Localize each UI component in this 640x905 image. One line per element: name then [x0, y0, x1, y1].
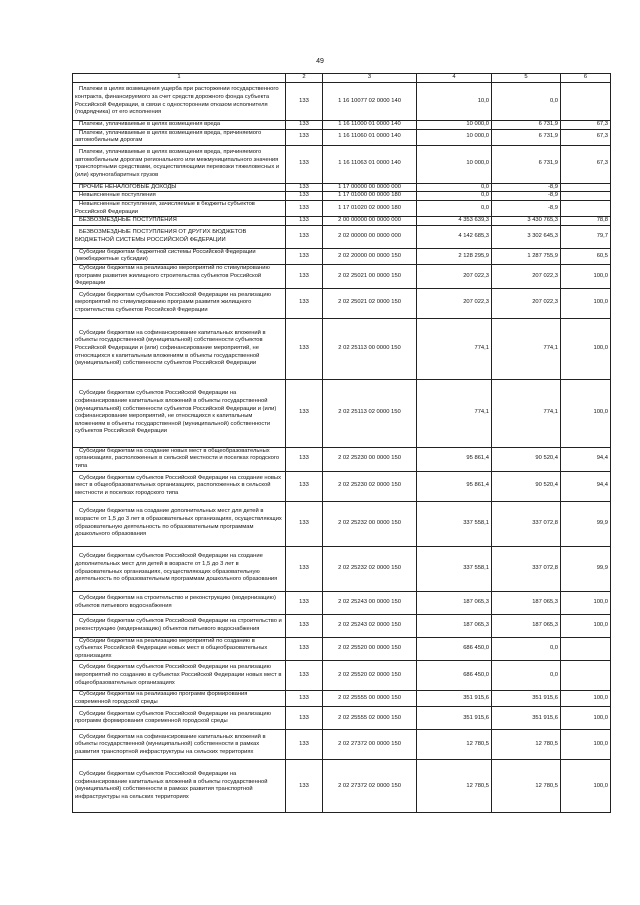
planned-amount-cell: 10 000,0 — [417, 121, 492, 130]
row-name-cell: БЕЗВОЗМЕЗДНЫЕ ПОСТУПЛЕНИЯ — [73, 217, 286, 226]
admin-code-cell: 133 — [286, 691, 323, 707]
actual-amount-cell: 3 302 645,3 — [492, 225, 561, 248]
table-row — [73, 145, 611, 183]
admin-code-cell: 133 — [286, 447, 323, 471]
revenue-table — [72, 73, 611, 813]
percent-cell: 79,7 — [561, 225, 611, 248]
budget-code-cell: 2 02 25555 02 0000 150 — [323, 707, 417, 730]
row-name-cell: Субсидии бюджетам субъектов Российской Федерации на строительство и реконструкцию (модернизацию) объектов питьевого водоснабжения — [73, 614, 286, 637]
planned-amount-cell: 351 915,6 — [417, 707, 492, 730]
actual-amount-cell: -8,9 — [492, 183, 561, 192]
percent-cell: 100,0 — [561, 730, 611, 760]
admin-code-cell: 133 — [286, 760, 323, 813]
header-cell: 6 — [561, 74, 611, 83]
percent-cell: 100,0 — [561, 707, 611, 730]
actual-amount-cell: 351 915,6 — [492, 707, 561, 730]
actual-amount-cell: 12 780,5 — [492, 730, 561, 760]
planned-amount-cell: 187 065,3 — [417, 614, 492, 637]
table-row — [73, 183, 611, 192]
budget-code-cell: 2 02 00000 00 0000 000 — [323, 225, 417, 248]
row-name-cell: Субсидии бюджетам на софинансирование капитальных вложений в объекты государственной (муниципальной) собственности в рамках развития транспортной инфраструктуры на сельских территориях — [73, 730, 286, 760]
percent-cell: 100,0 — [561, 760, 611, 813]
percent-cell: 100,0 — [561, 264, 611, 288]
actual-amount-cell: 6 731,9 — [492, 145, 561, 183]
budget-code-cell: 2 02 25243 02 0000 150 — [323, 614, 417, 637]
budget-code-cell: 1 17 01000 00 0000 180 — [323, 192, 417, 201]
row-name-cell: Субсидии бюджетам субъектов Российской Федерации на создание дополнительных мест для детей в возрасте от 1,5 до 3 лет в образовательных организациях, осуществляющих образовательную деятельность по образовательным программам дошкольного образования — [73, 546, 286, 591]
planned-amount-cell: 207 022,3 — [417, 288, 492, 318]
row-name-cell: Платежи в целях возмещения ущерба при расторжении государственного контракта, финансируемого за счет средств дорожного фонда субъекта Российской Федерации, в связи с односторонним отказом исполнителя (подрядчика) от его исполнения — [73, 83, 286, 121]
row-name-cell: Субсидии бюджетам субъектов Российской Федерации на создание новых мест в общеобразовательных организациях, расположенных в сельской местности и поселках городского типа — [73, 471, 286, 501]
row-name-cell: Субсидии бюджетам бюджетной системы Российской Федерации (межбюджетные субсидии) — [73, 248, 286, 264]
actual-amount-cell: 0,0 — [492, 661, 561, 691]
table-row — [73, 225, 611, 248]
percent-cell: 67,3 — [561, 121, 611, 130]
row-name-cell: Субсидии бюджетам на строительство и реконструкцию (модернизацию) объектов питьевого водоснабжения — [73, 591, 286, 614]
planned-amount-cell: 187 065,3 — [417, 591, 492, 614]
row-name-cell: Субсидии бюджетам субъектов Российской Федерации на реализацию мероприятий по стимулированию программ развития жилищного строительства субъектов Российской Федерации — [73, 288, 286, 318]
admin-code-cell: 133 — [286, 288, 323, 318]
table-row — [73, 318, 611, 379]
budget-code-cell: 2 02 25230 00 0000 150 — [323, 447, 417, 471]
header-cell: 1 — [73, 74, 286, 83]
budget-code-cell: 2 02 20000 00 0000 150 — [323, 248, 417, 264]
planned-amount-cell: 351 915,6 — [417, 691, 492, 707]
row-name-cell: Субсидии бюджетам на реализацию мероприятий по созданию в субъектах Российской Федерации новых мест в общеобразовательных организациях — [73, 637, 286, 661]
actual-amount-cell: 1 287 755,9 — [492, 248, 561, 264]
page-number: 49 — [316, 58, 324, 65]
admin-code-cell: 133 — [286, 546, 323, 591]
row-name-cell: Субсидии бюджетам субъектов Российской Федерации на реализацию мероприятий по созданию в субъектах Российской Федерации новых мест в общеобразовательных организациях — [73, 661, 286, 691]
row-name-cell: БЕЗВОЗМЕЗДНЫЕ ПОСТУПЛЕНИЯ ОТ ДРУГИХ БЮДЖЕТОВ БЮДЖЕТНОЙ СИСТЕМЫ РОССИЙСКОЙ ФЕДЕРАЦИИ — [73, 225, 286, 248]
actual-amount-cell: 6 731,9 — [492, 121, 561, 130]
budget-code-cell: 2 02 25021 02 0000 150 — [323, 288, 417, 318]
actual-amount-cell: 3 430 765,3 — [492, 217, 561, 226]
planned-amount-cell: 12 780,5 — [417, 760, 492, 813]
percent-cell: 60,5 — [561, 248, 611, 264]
budget-code-cell: 2 02 25113 00 0000 150 — [323, 318, 417, 379]
table-row — [73, 248, 611, 264]
actual-amount-cell: 337 072,8 — [492, 546, 561, 591]
actual-amount-cell: 90 520,4 — [492, 471, 561, 501]
percent-cell — [561, 661, 611, 691]
budget-code-cell: 2 00 00000 00 0000 000 — [323, 217, 417, 226]
admin-code-cell: 133 — [286, 183, 323, 192]
admin-code-cell: 133 — [286, 145, 323, 183]
budget-code-cell: 2 02 25021 00 0000 150 — [323, 264, 417, 288]
admin-code-cell: 133 — [286, 129, 323, 145]
table-row — [73, 288, 611, 318]
header-cell: 5 — [492, 74, 561, 83]
admin-code-cell: 133 — [286, 200, 323, 216]
percent-cell: 67,3 — [561, 129, 611, 145]
actual-amount-cell: 187 065,3 — [492, 591, 561, 614]
table-row — [73, 760, 611, 813]
table-row — [73, 129, 611, 145]
actual-amount-cell: 0,0 — [492, 83, 561, 121]
planned-amount-cell: 0,0 — [417, 192, 492, 201]
actual-amount-cell: 207 022,3 — [492, 288, 561, 318]
table-row — [73, 200, 611, 216]
planned-amount-cell: 337 558,1 — [417, 501, 492, 546]
budget-code-cell: 1 16 11063 01 0000 140 — [323, 145, 417, 183]
planned-amount-cell: 10 000,0 — [417, 129, 492, 145]
budget-code-cell: 2 02 27372 00 0000 150 — [323, 730, 417, 760]
table-row — [73, 121, 611, 130]
planned-amount-cell: 4 142 685,3 — [417, 225, 492, 248]
percent-cell: 67,3 — [561, 145, 611, 183]
planned-amount-cell: 10 000,0 — [417, 145, 492, 183]
admin-code-cell: 133 — [286, 637, 323, 661]
row-name-cell: Субсидии бюджетам субъектов Российской Федерации на софинансирование капитальных вложений в объекты государственной (муниципальной) собственности в рамках развития транспортной инфраструктуры на сельских территориях — [73, 760, 286, 813]
table-row — [73, 379, 611, 447]
admin-code-cell: 133 — [286, 614, 323, 637]
planned-amount-cell: 207 022,3 — [417, 264, 492, 288]
percent-cell: 94,4 — [561, 447, 611, 471]
header-cell: 3 — [323, 74, 417, 83]
admin-code-cell: 133 — [286, 192, 323, 201]
admin-code-cell: 133 — [286, 501, 323, 546]
admin-code-cell: 133 — [286, 591, 323, 614]
planned-amount-cell: 12 780,5 — [417, 730, 492, 760]
table-row — [73, 591, 611, 614]
admin-code-cell: 133 — [286, 730, 323, 760]
table-row — [73, 730, 611, 760]
table-row — [73, 264, 611, 288]
table-row — [73, 707, 611, 730]
budget-code-cell: 2 02 27372 02 0000 150 — [323, 760, 417, 813]
row-name-cell: Субсидии бюджетам на реализацию программ формирования современной городской среды — [73, 691, 286, 707]
budget-code-cell: 1 17 01020 02 0000 180 — [323, 200, 417, 216]
planned-amount-cell: 337 558,1 — [417, 546, 492, 591]
admin-code-cell: 133 — [286, 471, 323, 501]
percent-cell: 100,0 — [561, 288, 611, 318]
budget-code-cell: 2 02 25555 00 0000 150 — [323, 691, 417, 707]
actual-amount-cell: 337 072,8 — [492, 501, 561, 546]
budget-code-cell: 1 16 11060 01 0000 140 — [323, 129, 417, 145]
budget-code-cell: 2 02 25232 02 0000 150 — [323, 546, 417, 591]
budget-code-cell: 1 16 10077 02 0000 140 — [323, 83, 417, 121]
budget-code-cell: 2 02 25230 02 0000 150 — [323, 471, 417, 501]
table-row — [73, 637, 611, 661]
percent-cell: 99,9 — [561, 546, 611, 591]
row-name-cell: Невыясненные поступления, зачисляемые в бюджеты субъектов Российской Федерации — [73, 200, 286, 216]
row-name-cell: Платежи, уплачиваемые в целях возмещения вреда, причиняемого автомобильным дорогам регионального или межмуниципального значения транспортными средствами, осуществляющими перевозки тяжеловесных и (или) крупногабаритных грузов — [73, 145, 286, 183]
table-row — [73, 83, 611, 121]
percent-cell — [561, 183, 611, 192]
header-cell: 2 — [286, 74, 323, 83]
budget-code-cell: 2 02 25232 00 0000 150 — [323, 501, 417, 546]
admin-code-cell: 133 — [286, 83, 323, 121]
row-name-cell: Субсидии бюджетам на создание новых мест в общеобразовательных организациях, расположенных в сельской местности и поселках городского типа — [73, 447, 286, 471]
percent-cell: 100,0 — [561, 379, 611, 447]
planned-amount-cell: 95 861,4 — [417, 447, 492, 471]
planned-amount-cell: 774,1 — [417, 318, 492, 379]
actual-amount-cell: -8,9 — [492, 200, 561, 216]
planned-amount-cell: 4 353 639,3 — [417, 217, 492, 226]
planned-amount-cell: 686 450,0 — [417, 661, 492, 691]
admin-code-cell: 133 — [286, 217, 323, 226]
planned-amount-cell: 0,0 — [417, 183, 492, 192]
row-name-cell: Платежи, уплачиваемые в целях возмещения вреда — [73, 121, 286, 130]
actual-amount-cell: 12 780,5 — [492, 760, 561, 813]
planned-amount-cell: 686 450,0 — [417, 637, 492, 661]
row-name-cell: Субсидии бюджетам на реализацию мероприятий по стимулированию программ развития жилищного строительства субъектов Российской Федерации — [73, 264, 286, 288]
admin-code-cell: 133 — [286, 248, 323, 264]
admin-code-cell: 133 — [286, 707, 323, 730]
percent-cell — [561, 200, 611, 216]
row-name-cell: Субсидии бюджетам субъектов Российской Федерации на софинансирование капитальных вложений в объекты государственной (муниципальной) собственности субъектов Российской Федерации и (или) софинансирование мероприятий, не относящихся к капитальным вложениям в объекты государственной (муниципальной) собственности субъектов Российской Федерации — [73, 379, 286, 447]
table-row — [73, 691, 611, 707]
table-row — [73, 546, 611, 591]
actual-amount-cell: 0,0 — [492, 637, 561, 661]
budget-code-cell: 2 02 25113 02 0000 150 — [323, 379, 417, 447]
admin-code-cell: 133 — [286, 379, 323, 447]
percent-cell: 100,0 — [561, 318, 611, 379]
row-name-cell: Платежи, уплачиваемые в целях возмещения вреда, причиняемого автомобильным дорогам — [73, 129, 286, 145]
planned-amount-cell: 0,0 — [417, 200, 492, 216]
percent-cell — [561, 637, 611, 661]
actual-amount-cell: 207 022,3 — [492, 264, 561, 288]
actual-amount-cell: -8,9 — [492, 192, 561, 201]
table-row — [73, 661, 611, 691]
actual-amount-cell: 774,1 — [492, 318, 561, 379]
actual-amount-cell: 187 065,3 — [492, 614, 561, 637]
row-name-cell: ПРОЧИЕ НЕНАЛОГОВЫЕ ДОХОДЫ — [73, 183, 286, 192]
percent-cell: 100,0 — [561, 614, 611, 637]
actual-amount-cell: 774,1 — [492, 379, 561, 447]
admin-code-cell: 133 — [286, 225, 323, 248]
planned-amount-cell: 774,1 — [417, 379, 492, 447]
table-row — [73, 192, 611, 201]
table-row — [73, 501, 611, 546]
percent-cell: 78,8 — [561, 217, 611, 226]
actual-amount-cell: 351 915,6 — [492, 691, 561, 707]
planned-amount-cell: 10,0 — [417, 83, 492, 121]
percent-cell: 100,0 — [561, 591, 611, 614]
percent-cell — [561, 192, 611, 201]
admin-code-cell: 133 — [286, 121, 323, 130]
header-cell: 4 — [417, 74, 492, 83]
admin-code-cell: 133 — [286, 661, 323, 691]
percent-cell: 100,0 — [561, 691, 611, 707]
budget-code-cell: 2 02 25243 00 0000 150 — [323, 591, 417, 614]
admin-code-cell: 133 — [286, 318, 323, 379]
table-row — [73, 614, 611, 637]
percent-cell — [561, 83, 611, 121]
header-row — [73, 74, 611, 83]
budget-code-cell: 2 02 25520 02 0000 150 — [323, 661, 417, 691]
budget-code-cell: 1 17 00000 00 0000 000 — [323, 183, 417, 192]
admin-code-cell: 133 — [286, 264, 323, 288]
budget-code-cell: 2 02 25520 00 0000 150 — [323, 637, 417, 661]
row-name-cell: Субсидии бюджетам на создание дополнительных мест для детей в возрасте от 1,5 до 3 лет в образовательных организациях, осуществляющих образовательную деятельность по образовательным программам дошкольного образования — [73, 501, 286, 546]
table-row — [73, 447, 611, 471]
percent-cell: 94,4 — [561, 471, 611, 501]
percent-cell: 99,9 — [561, 501, 611, 546]
planned-amount-cell: 95 861,4 — [417, 471, 492, 501]
planned-amount-cell: 2 128 295,9 — [417, 248, 492, 264]
table-row — [73, 217, 611, 226]
budget-code-cell: 1 16 11000 01 0000 140 — [323, 121, 417, 130]
row-name-cell: Субсидии бюджетам на софинансирование капитальных вложений в объекты государственной (муниципальной) собственности субъектов Российской Федерации и (или) софинансирование мероприятий, не относящихся к капитальным вложениям в объекты государственной (муниципальной) собственности субъектов Российской Федерации — [73, 318, 286, 379]
row-name-cell: Субсидии бюджетам субъектов Российской Федерации на реализацию программ формирования современной городской среды — [73, 707, 286, 730]
actual-amount-cell: 6 731,9 — [492, 129, 561, 145]
actual-amount-cell: 90 520,4 — [492, 447, 561, 471]
table-row — [73, 471, 611, 501]
row-name-cell: Невыясненные поступления — [73, 192, 286, 201]
